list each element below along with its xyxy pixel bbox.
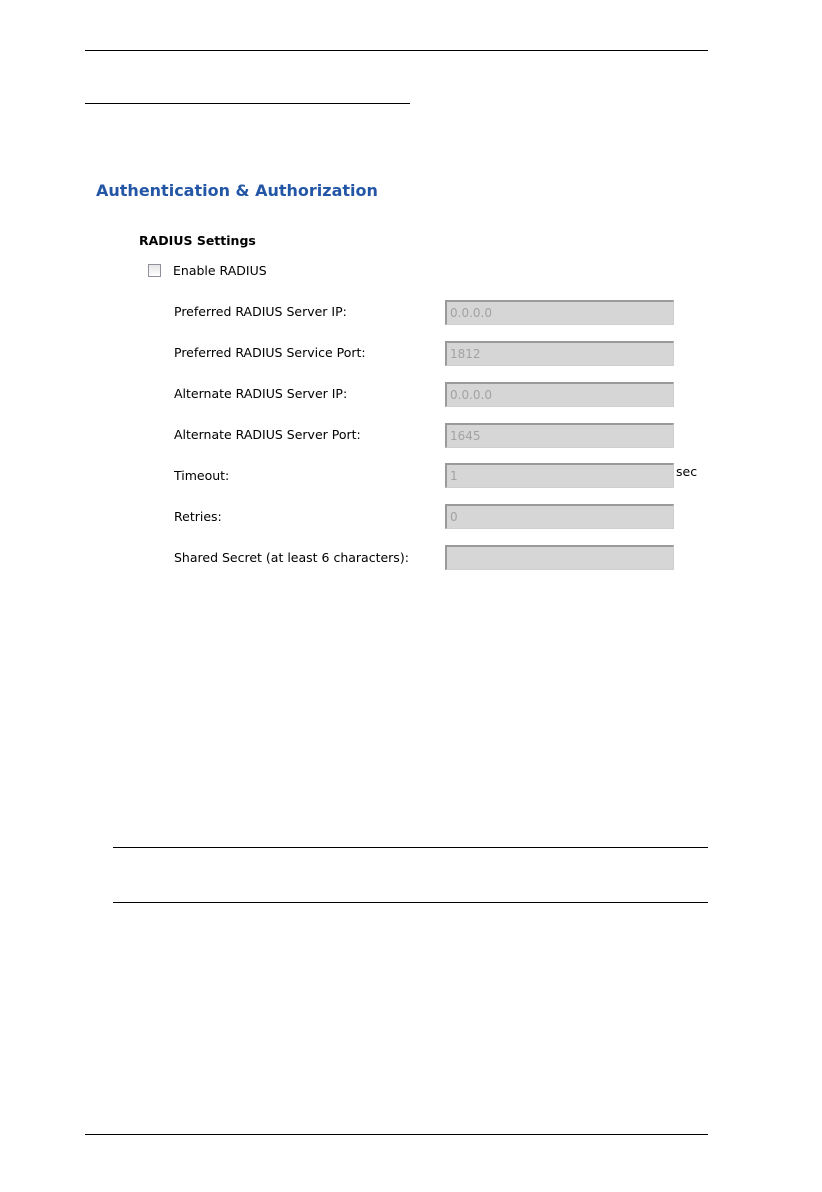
note-top-rule: [113, 847, 708, 848]
alternate-server-ip-input[interactable]: [445, 382, 674, 407]
panel-title: Authentication & Authorization: [96, 181, 378, 200]
timeout-label: Timeout:: [174, 468, 230, 483]
page-bottom-rule: [85, 1134, 708, 1135]
preferred-server-ip-label: Preferred RADIUS Server IP:: [174, 304, 347, 319]
alternate-server-port-input[interactable]: [445, 423, 674, 448]
timeout-unit-label: sec: [676, 464, 698, 479]
timeout-input[interactable]: [445, 463, 674, 488]
radius-settings-heading: RADIUS Settings: [139, 233, 256, 248]
alternate-server-ip-label: Alternate RADIUS Server IP:: [174, 386, 348, 401]
section-heading-underline: [85, 103, 410, 104]
preferred-service-port-input[interactable]: [445, 341, 674, 366]
page-top-rule: [85, 50, 708, 51]
alternate-server-port-label: Alternate RADIUS Server Port:: [174, 427, 361, 442]
retries-input[interactable]: [445, 504, 674, 529]
enable-radius-row[interactable]: [148, 262, 267, 278]
retries-label: Retries:: [174, 509, 222, 524]
shared-secret-input[interactable]: [445, 545, 674, 570]
enable-radius-checkbox[interactable]: [148, 264, 161, 277]
preferred-server-ip-input[interactable]: [445, 300, 674, 325]
preferred-service-port-label: Preferred RADIUS Service Port:: [174, 345, 366, 360]
shared-secret-label: Shared Secret (at least 6 characters):: [174, 550, 409, 565]
enable-radius-label: Enable RADIUS: [173, 262, 267, 278]
note-bottom-rule: [113, 902, 708, 903]
